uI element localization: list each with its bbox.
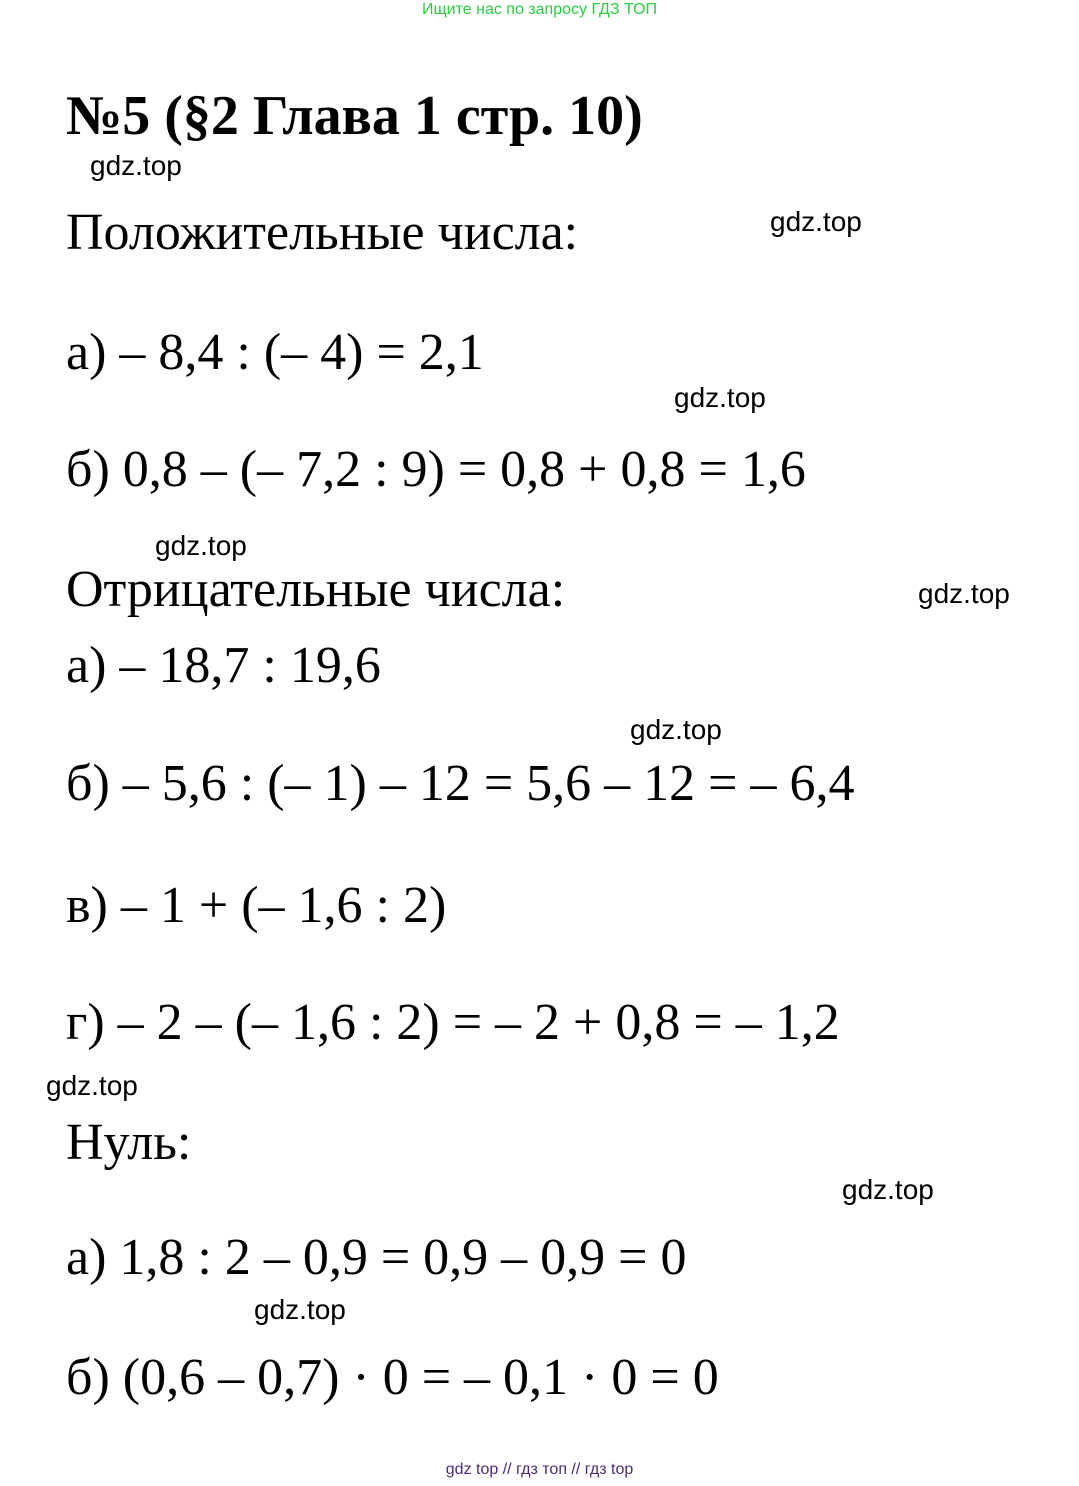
watermark: gdz.top: [918, 578, 1010, 609]
page-title: №5 (§2 Глава 1 стр. 10): [66, 85, 643, 147]
watermark: gdz.top: [254, 1294, 346, 1325]
watermark: gdz.top: [842, 1174, 934, 1205]
watermark: gdz.top: [630, 714, 722, 745]
zero-line-a: а) 1,8 : 2 – 0,9 = 0,9 – 0,9 = 0: [66, 1229, 687, 1286]
top-search-banner: Ищите нас по запросу ГДЗ ТОП: [422, 1, 657, 18]
negative-line-a: а) – 18,7 : 19,6: [66, 637, 381, 694]
positive-line-a: а) – 8,4 : (– 4) = 2,1: [66, 324, 484, 381]
negative-line-b: б) – 5,6 : (– 1) – 12 = 5,6 – 12 = – 6,4: [66, 755, 855, 812]
watermark: gdz.top: [674, 382, 766, 413]
zero-line-b: б) (0,6 – 0,7) · 0 = – 0,1 · 0 = 0: [66, 1349, 719, 1406]
section-heading-positive: Положительные числа:: [66, 204, 579, 261]
watermark: gdz.top: [90, 150, 182, 181]
section-heading-zero: Нуль:: [66, 1114, 192, 1171]
watermark: gdz.top: [770, 206, 862, 237]
negative-line-v: в) – 1 + (– 1,6 : 2): [66, 877, 447, 934]
watermark: gdz.top: [155, 530, 247, 561]
positive-line-b: б) 0,8 – (– 7,2 : 9) = 0,8 + 0,8 = 1,6: [66, 441, 806, 498]
negative-line-g: г) – 2 – (– 1,6 : 2) = – 2 + 0,8 = – 1,2: [66, 994, 840, 1051]
section-heading-negative: Отрицательные числа:: [66, 561, 566, 618]
footer-banner: gdz top // гдз топ // гдз top: [445, 1461, 634, 1478]
watermark: gdz.top: [46, 1070, 138, 1101]
